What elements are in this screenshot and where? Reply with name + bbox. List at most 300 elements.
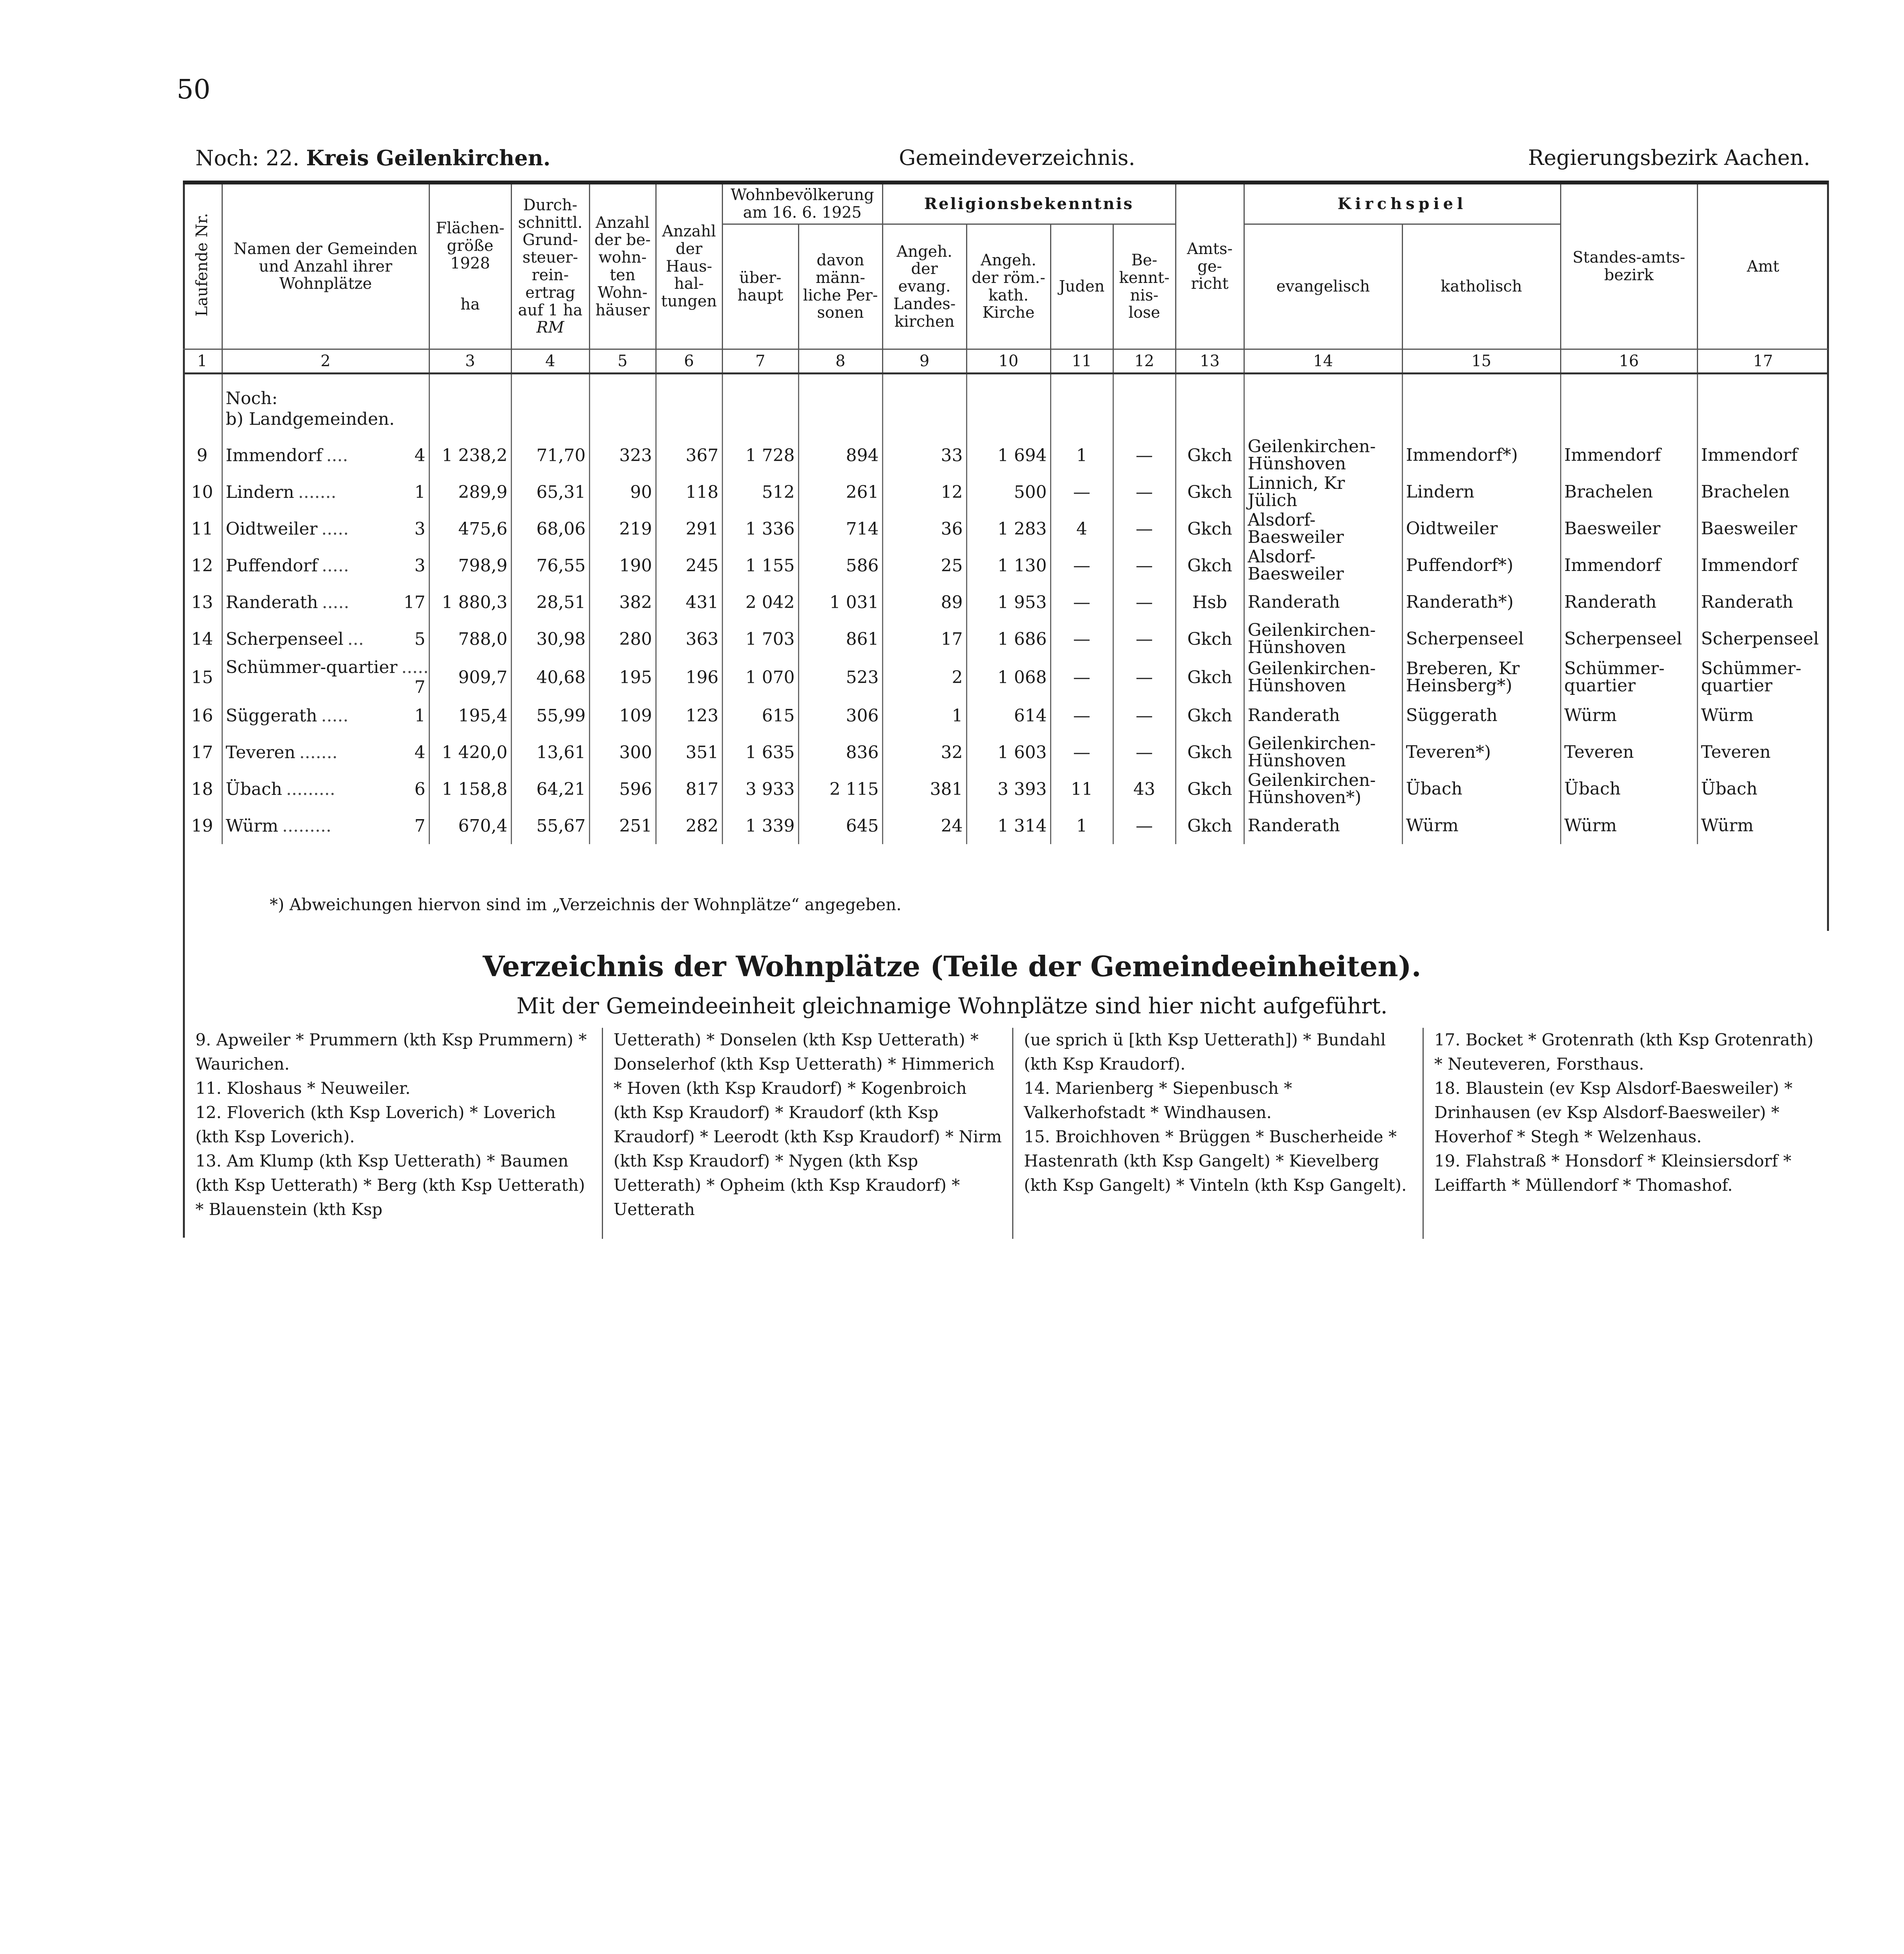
leader-dots: ..... — [401, 657, 429, 677]
cell-evang: 36 — [882, 510, 966, 547]
cell-area: 909,7 — [429, 657, 511, 697]
cell-juden: — — [1050, 657, 1113, 697]
cell-haush: 282 — [656, 807, 722, 844]
cell-area: 1 238,2 — [429, 437, 511, 474]
cell-juden: — — [1050, 621, 1113, 657]
th-durchschnitt-unit: RM — [536, 319, 564, 337]
th-bekenntnislose: Be-kennt-nis-lose — [1113, 224, 1176, 349]
table-row — [183, 584, 1828, 621]
column-number: 14 — [1244, 349, 1402, 374]
cell-standesamt: Baesweiler — [1560, 510, 1697, 547]
cell-haush: 196 — [656, 657, 722, 697]
table-row — [183, 807, 1828, 844]
th-namen: Namen der Gemeinden und Anzahl ihrer Wohnplätze — [222, 183, 429, 349]
leader-dots: ..... — [322, 592, 349, 612]
place-entry: 14. Marienberg * Siepenbusch * Valkerhofstadt * Windhausen. — [1024, 1079, 1292, 1122]
cell-kath: 1 953 — [966, 584, 1050, 621]
cell-haeuser: 195 — [589, 657, 656, 697]
cell-bev: 1 155 — [722, 547, 798, 584]
cell-ertrag: 68,06 — [511, 510, 589, 547]
cell-haush: 123 — [656, 697, 722, 734]
cell-ev-ksp: Geilenkirchen-Hünshoven — [1244, 621, 1402, 657]
cell-haush: 291 — [656, 510, 722, 547]
cell-kath: 1 603 — [966, 734, 1050, 771]
places-column-2 — [614, 1028, 1004, 1239]
cell-amt: Immendorf — [1701, 555, 1798, 575]
column-number: 10 — [966, 349, 1050, 374]
header-kreis: Kreis Geilenkirchen. — [306, 145, 551, 170]
cell-juden: — — [1050, 697, 1113, 734]
column-number: 3 — [429, 349, 511, 374]
cell-maennl: 861 — [798, 621, 882, 657]
cell-juden: — — [1050, 474, 1113, 510]
gemeinde-name: Puffendorf — [225, 555, 318, 576]
column-divider — [1423, 1028, 1424, 1239]
cell-area: 670,4 — [429, 807, 511, 844]
cell-juden: 1 — [1050, 437, 1113, 474]
cell-evang: 89 — [882, 584, 966, 621]
column-number: 8 — [798, 349, 882, 374]
cell-bev: 1 728 — [722, 437, 798, 474]
column-number: 1 — [183, 349, 222, 374]
gemeinde-name: Lindern — [225, 482, 294, 502]
cell-bev: 1 339 — [722, 807, 798, 844]
wohnplaetze-count: 4 — [414, 445, 426, 465]
cell-name — [222, 771, 429, 807]
gemeinde-name: Würm — [225, 816, 279, 836]
cell-ev-ksp: Geilenkirchen-Hünshoven*) — [1244, 771, 1402, 807]
cell-area: 195,4 — [429, 697, 511, 734]
cell-los: — — [1113, 807, 1176, 844]
cell-maennl: 645 — [798, 807, 882, 844]
cell-juden: 1 — [1050, 807, 1113, 844]
cell-evang: 24 — [882, 807, 966, 844]
th-religion: Religionsbekenntnis — [882, 183, 1176, 224]
cell-standesamt: Randerath — [1560, 584, 1697, 621]
cell-ag: Gkch — [1176, 771, 1244, 807]
cell-bev: 1 703 — [722, 621, 798, 657]
cell-kath-ksp: Teveren*) — [1402, 734, 1560, 771]
cell-nr: 19 — [183, 807, 222, 844]
gemeinde-name: Teveren — [225, 742, 295, 762]
cell-amt: Baesweiler — [1701, 519, 1797, 539]
column-number-row — [183, 349, 1828, 374]
cell-ev-ksp: Geilenkirchen-Hünshoven — [1244, 734, 1402, 771]
cell-name — [222, 697, 429, 734]
cell-ag: Gkch — [1176, 734, 1244, 771]
cell-amt: Übach — [1701, 779, 1758, 799]
cell-nr: 17 — [183, 734, 222, 771]
cell-haeuser: 90 — [589, 474, 656, 510]
leader-dots: ....... — [298, 482, 336, 502]
th-evang: Angeh. der evang. Landes-kirchen — [882, 224, 966, 349]
cell-kath: 1 283 — [966, 510, 1050, 547]
cell-los: — — [1113, 437, 1176, 474]
wohnplaetze-count: 5 — [414, 629, 426, 649]
cell-standesamt: Immendorf — [1560, 437, 1697, 474]
cell-amt: Würm — [1701, 816, 1754, 836]
footnote: *) Abweichungen hiervon sind im „Verzeichnis der Wohnplätze“ angegeben. — [270, 895, 902, 914]
place-entry: Uetterath) * Donselen (kth Ksp Uetterath) * Donselerhof (kth Ksp Uetterath) * Himmerich * Hoven (kth Ksp Kraudorf) * Kogenbroich (kth Ksp Kraudorf) * Kraudorf (kth Ksp Kraudorf) * Leerodt (kth Ksp Kraudorf) * Nirm (kth Ksp Kraudorf) * Nygen (kth Ksp Uetterath) * Opheim (kth Ksp Kraudorf) * Uetterath — [614, 1030, 1002, 1219]
cell-juden: 11 — [1050, 771, 1113, 807]
running-header-left — [195, 145, 551, 170]
cell-haeuser: 219 — [589, 510, 656, 547]
wohnplaetze-count: 7 — [414, 677, 426, 697]
cell-standesamt: Brachelen — [1560, 474, 1697, 510]
th-anzahl-haeuser: Anzahl der be-wohn-ten Wohn-häuser — [589, 183, 656, 349]
gemeinde-name: Süggerath — [225, 705, 317, 726]
cell-kath-ksp: Immendorf*) — [1402, 437, 1560, 474]
th-wohnbevoelkerung: Wohnbevölkerung am 16. 6. 1925 — [722, 183, 882, 224]
cell-standesamt: Teveren — [1560, 734, 1697, 771]
column-divider — [1012, 1028, 1013, 1239]
cell-area: 1 880,3 — [429, 584, 511, 621]
cell-ag: Gkch — [1176, 547, 1244, 584]
cell-amt: Immendorf — [1701, 445, 1798, 465]
cell-bev: 615 — [722, 697, 798, 734]
column-number: 12 — [1113, 349, 1176, 374]
cell-ev-ksp: Randerath — [1244, 807, 1402, 844]
cell-standesamt: Schümmer-quartier — [1560, 657, 1697, 697]
column-number: 4 — [511, 349, 589, 374]
cell-ertrag: 40,68 — [511, 657, 589, 697]
cell-nr: 18 — [183, 771, 222, 807]
leader-dots: ..... — [321, 705, 349, 726]
gemeinde-table — [183, 181, 1828, 844]
cell-haush: 431 — [656, 584, 722, 621]
cell-kath: 3 393 — [966, 771, 1050, 807]
place-entry: 9. Apweiler * Prummern (kth Ksp Prummern) * Waurichen. — [195, 1030, 587, 1074]
cell-nr: 15 — [183, 657, 222, 697]
cell-kath-ksp: Breberen, Kr Heinsberg*) — [1402, 657, 1560, 697]
cell-kath: 500 — [966, 474, 1050, 510]
cell-los: — — [1113, 584, 1176, 621]
table-row — [183, 657, 1828, 697]
th-katholisch: katholisch — [1402, 224, 1560, 349]
cell-ag: Gkch — [1176, 807, 1244, 844]
places-subtitle: Mit der Gemeindeeinheit gleichnamige Wohnplätze sind hier nicht aufgeführt. — [516, 993, 1388, 1019]
th-flaechen — [429, 183, 511, 349]
places-column-4 — [1434, 1028, 1825, 1239]
th-flaechen-label: Flächen-größe 1928 — [436, 219, 505, 272]
cell-bev: 1 336 — [722, 510, 798, 547]
column-number: 7 — [722, 349, 798, 374]
column-number: 5 — [589, 349, 656, 374]
cell-maennl: 894 — [798, 437, 882, 474]
cell-ev-ksp: Randerath — [1244, 697, 1402, 734]
cell-ev-ksp: Alsdorf-Baesweiler — [1244, 510, 1402, 547]
cell-ag: Gkch — [1176, 657, 1244, 697]
cell-juden: — — [1050, 584, 1113, 621]
cell-amt: Randerath — [1701, 592, 1793, 612]
cell-ev-ksp: Geilenkirchen-Hünshoven — [1244, 657, 1402, 697]
cell-maennl: 261 — [798, 474, 882, 510]
leader-dots: ......... — [282, 816, 331, 836]
cell-nr: 10 — [183, 474, 222, 510]
cell-ag: Gkch — [1176, 697, 1244, 734]
th-anzahl-haushaltungen: Anzahl der Haus-hal-tungen — [656, 183, 722, 349]
table-row — [183, 734, 1828, 771]
cell-haush: 367 — [656, 437, 722, 474]
cell-ertrag: 13,61 — [511, 734, 589, 771]
cell-nr: 14 — [183, 621, 222, 657]
gemeinde-name: Oidtweiler — [225, 519, 318, 539]
cell-kath-ksp: Scherpenseel — [1402, 621, 1560, 657]
place-entry: 11. Kloshaus * Neuweiler. — [195, 1079, 411, 1098]
section-label: Noch: b) Landgemeinden. — [222, 374, 429, 437]
cell-name — [222, 807, 429, 844]
cell-evang: 12 — [882, 474, 966, 510]
cell-name — [222, 437, 429, 474]
leader-dots: ......... — [286, 779, 335, 799]
table-row — [183, 474, 1828, 510]
cell-amt: Schümmer-quartier — [1701, 658, 1802, 696]
gemeinde-name: Randerath — [225, 592, 318, 612]
cell-los: — — [1113, 474, 1176, 510]
th-durchschnitt — [511, 183, 589, 349]
th-kath: Angeh. der röm.-kath. Kirche — [966, 224, 1050, 349]
cell-ev-ksp: Alsdorf-Baesweiler — [1244, 547, 1402, 584]
table-row — [183, 547, 1828, 584]
gemeinde-name: Scherpenseel — [225, 629, 344, 649]
place-entry: 15. Broichhoven * Brüggen * Buscherheide * Hastenrath (kth Ksp Gangelt) * Kievelberg (kth Ksp Gangelt) * Vinteln (kth Ksp Gangelt). — [1024, 1127, 1407, 1195]
cell-kath-ksp: Würm — [1402, 807, 1560, 844]
leader-dots: .... — [326, 445, 348, 465]
cell-los: — — [1113, 510, 1176, 547]
place-entry: (ue sprich ü [kth Ksp Uetterath]) * Bundahl (kth Ksp Kraudorf). — [1024, 1030, 1386, 1074]
cell-evang: 381 — [882, 771, 966, 807]
column-number: 11 — [1050, 349, 1113, 374]
cell-kath: 1 694 — [966, 437, 1050, 474]
gemeinde-name: Übach — [225, 779, 282, 799]
cell-haush: 363 — [656, 621, 722, 657]
table-row — [183, 510, 1828, 547]
cell-evang: 33 — [882, 437, 966, 474]
cell-bev: 1 635 — [722, 734, 798, 771]
places-title: Verzeichnis der Wohnplätze (Teile der Gemeindeeinheiten). — [483, 950, 1421, 983]
cell-haeuser: 109 — [589, 697, 656, 734]
cell-bev: 2 042 — [722, 584, 798, 621]
cell-name — [222, 734, 429, 771]
cell-kath-ksp: Lindern — [1402, 474, 1560, 510]
cell-ag: Hsb — [1176, 584, 1244, 621]
leader-dots: ....... — [299, 742, 338, 762]
cell-kath-ksp: Süggerath — [1402, 697, 1560, 734]
cell-ertrag: 28,51 — [511, 584, 589, 621]
cell-ev-ksp: Randerath — [1244, 584, 1402, 621]
cell-ertrag: 55,67 — [511, 807, 589, 844]
table-row — [183, 771, 1828, 807]
cell-bev: 3 933 — [722, 771, 798, 807]
cell-standesamt: Scherpenseel — [1560, 621, 1697, 657]
cell-evang: 32 — [882, 734, 966, 771]
cell-maennl: 836 — [798, 734, 882, 771]
cell-kath-ksp: Übach — [1402, 771, 1560, 807]
cell-maennl: 1 031 — [798, 584, 882, 621]
gemeinde-name: Schümmer-quartier — [225, 657, 397, 677]
cell-los: — — [1113, 734, 1176, 771]
column-divider — [602, 1028, 603, 1239]
cell-area: 788,0 — [429, 621, 511, 657]
cell-haush: 118 — [656, 474, 722, 510]
table-row — [183, 697, 1828, 734]
th-maennlich: davon männ-liche Per-sonen — [798, 224, 882, 349]
cell-ag: Gkch — [1176, 474, 1244, 510]
cell-name — [222, 474, 429, 510]
table-row — [183, 621, 1828, 657]
cell-nr: 11 — [183, 510, 222, 547]
cell-area: 1 420,0 — [429, 734, 511, 771]
cell-los: — — [1113, 621, 1176, 657]
cell-standesamt: Übach — [1560, 771, 1697, 807]
cell-maennl: 714 — [798, 510, 882, 547]
cell-haeuser: 596 — [589, 771, 656, 807]
cell-nr: 13 — [183, 584, 222, 621]
cell-los: — — [1113, 697, 1176, 734]
th-laufende-nr: Laufende Nr. — [183, 183, 222, 349]
cell-kath: 1 130 — [966, 547, 1050, 584]
cell-bev: 512 — [722, 474, 798, 510]
column-number: 6 — [656, 349, 722, 374]
leader-dots: ..... — [321, 519, 349, 539]
place-entry: 12. Floverich (kth Ksp Loverich) * Loverich (kth Ksp Loverich). — [195, 1103, 556, 1146]
th-juden: Juden — [1050, 224, 1113, 349]
column-number: 9 — [882, 349, 966, 374]
cell-ertrag: 30,98 — [511, 621, 589, 657]
cell-amt: Brachelen — [1701, 482, 1790, 502]
cell-maennl: 586 — [798, 547, 882, 584]
cell-kath-ksp: Oidtweiler — [1402, 510, 1560, 547]
cell-ertrag: 55,99 — [511, 697, 589, 734]
column-number: 15 — [1402, 349, 1560, 374]
cell-standesamt: Immendorf — [1560, 547, 1697, 584]
cell-area: 289,9 — [429, 474, 511, 510]
th-amt: Amt — [1697, 183, 1828, 349]
cell-kath-ksp: Puffendorf*) — [1402, 547, 1560, 584]
header-prefix: Noch: 22. — [195, 146, 300, 170]
cell-haeuser: 251 — [589, 807, 656, 844]
cell-haeuser: 280 — [589, 621, 656, 657]
wohnplaetze-count: 3 — [414, 555, 426, 576]
places-list — [188, 1028, 1829, 1239]
cell-kath: 1 686 — [966, 621, 1050, 657]
cell-juden: — — [1050, 734, 1113, 771]
cell-nr: 16 — [183, 697, 222, 734]
running-header-right: Regierungsbezirk Aachen. — [1528, 145, 1810, 170]
wohnplaetze-count: 4 — [414, 742, 426, 762]
cell-name — [222, 510, 429, 547]
wohnplaetze-count: 3 — [414, 519, 426, 539]
cell-name — [222, 584, 429, 621]
cell-ag: Gkch — [1176, 621, 1244, 657]
cell-haeuser: 190 — [589, 547, 656, 584]
cell-evang: 1 — [882, 697, 966, 734]
cell-evang: 17 — [882, 621, 966, 657]
cell-maennl: 523 — [798, 657, 882, 697]
table-body — [183, 374, 1828, 845]
place-entry: 19. Flahstraß * Honsdorf * Kleinsiersdorf * Leiffarth * Müllendorf * Thomashof. — [1434, 1151, 1791, 1195]
cell-name — [222, 657, 429, 697]
places-column-1 — [195, 1028, 594, 1239]
cell-amt: Teveren — [1701, 742, 1771, 762]
cell-ertrag: 65,31 — [511, 474, 589, 510]
leader-dots: ..... — [322, 555, 349, 576]
cell-ag: Gkch — [1176, 510, 1244, 547]
cell-los: 43 — [1113, 771, 1176, 807]
th-kirchspiel: Kirchspiel — [1244, 183, 1560, 224]
th-durchschnitt-label: Durch-schnittl. Grund-steuer-rein-ertrag auf 1 ha — [518, 196, 583, 319]
cell-ertrag: 76,55 — [511, 547, 589, 584]
wohnplaetze-count: 6 — [414, 779, 426, 799]
page-number: 50 — [177, 74, 211, 105]
cell-ertrag: 71,70 — [511, 437, 589, 474]
cell-name — [222, 547, 429, 584]
leader-dots: ... — [347, 629, 364, 649]
th-amtsgericht: Amts-ge-richt — [1176, 183, 1244, 349]
cell-ev-ksp: Linnich, Kr Jülich — [1244, 474, 1402, 510]
cell-ag: Gkch — [1176, 437, 1244, 474]
cell-haush: 817 — [656, 771, 722, 807]
cell-haush: 245 — [656, 547, 722, 584]
cell-amt: Würm — [1701, 705, 1754, 725]
column-number: 13 — [1176, 349, 1244, 374]
cell-evang: 2 — [882, 657, 966, 697]
cell-maennl: 306 — [798, 697, 882, 734]
cell-nr: 12 — [183, 547, 222, 584]
cell-maennl: 2 115 — [798, 771, 882, 807]
column-number: 17 — [1697, 349, 1828, 374]
th-flaechen-unit: ha — [460, 295, 480, 313]
cell-area: 798,9 — [429, 547, 511, 584]
places-column-3 — [1024, 1028, 1415, 1239]
cell-haeuser: 300 — [589, 734, 656, 771]
wohnplaetze-count: 17 — [403, 592, 426, 612]
place-entry: 13. Am Klump (kth Ksp Uetterath) * Baumen (kth Ksp Uetterath) * Berg (kth Ksp Uetterath) * Blauenstein (kth Ksp — [195, 1151, 585, 1219]
th-evangelisch: evangelisch — [1244, 224, 1402, 349]
cell-juden: 4 — [1050, 510, 1113, 547]
cell-standesamt: Würm — [1560, 697, 1697, 734]
cell-amt: Scherpenseel — [1701, 629, 1819, 649]
cell-ev-ksp: Geilenkirchen-Hünshoven — [1244, 437, 1402, 474]
cell-haeuser: 323 — [589, 437, 656, 474]
column-number: 2 — [222, 349, 429, 374]
place-entry: 18. Blaustein (ev Ksp Alsdorf-Baesweiler) * Drinhausen (ev Ksp Alsdorf-Baesweiler) * Hoverhof * Stegh * Welzenhaus. — [1434, 1079, 1793, 1146]
cell-name — [222, 621, 429, 657]
cell-bev: 1 070 — [722, 657, 798, 697]
cell-los: — — [1113, 657, 1176, 697]
cell-area: 1 158,8 — [429, 771, 511, 807]
wohnplaetze-count: 7 — [414, 816, 426, 836]
running-header-center: Gemeindeverzeichnis. — [899, 145, 1135, 170]
cell-area: 475,6 — [429, 510, 511, 547]
cell-evang: 25 — [882, 547, 966, 584]
cell-kath-ksp: Randerath*) — [1402, 584, 1560, 621]
cell-standesamt: Würm — [1560, 807, 1697, 844]
table-row — [183, 437, 1828, 474]
th-ueberhaupt: über-haupt — [722, 224, 798, 349]
cell-nr: 9 — [183, 437, 222, 474]
wohnplaetze-count: 1 — [414, 482, 426, 502]
cell-los: — — [1113, 547, 1176, 584]
cell-kath: 1 314 — [966, 807, 1050, 844]
wohnplaetze-count: 1 — [414, 705, 426, 726]
place-entry: 17. Bocket * Grotenrath (kth Ksp Grotenrath) * Neuteveren, Forsthaus. — [1434, 1030, 1814, 1074]
cell-haeuser: 382 — [589, 584, 656, 621]
cell-haush: 351 — [656, 734, 722, 771]
gemeinde-name: Immendorf — [225, 445, 322, 465]
column-number: 16 — [1560, 349, 1697, 374]
th-standesamt: Standes-amts-bezirk — [1560, 183, 1697, 349]
